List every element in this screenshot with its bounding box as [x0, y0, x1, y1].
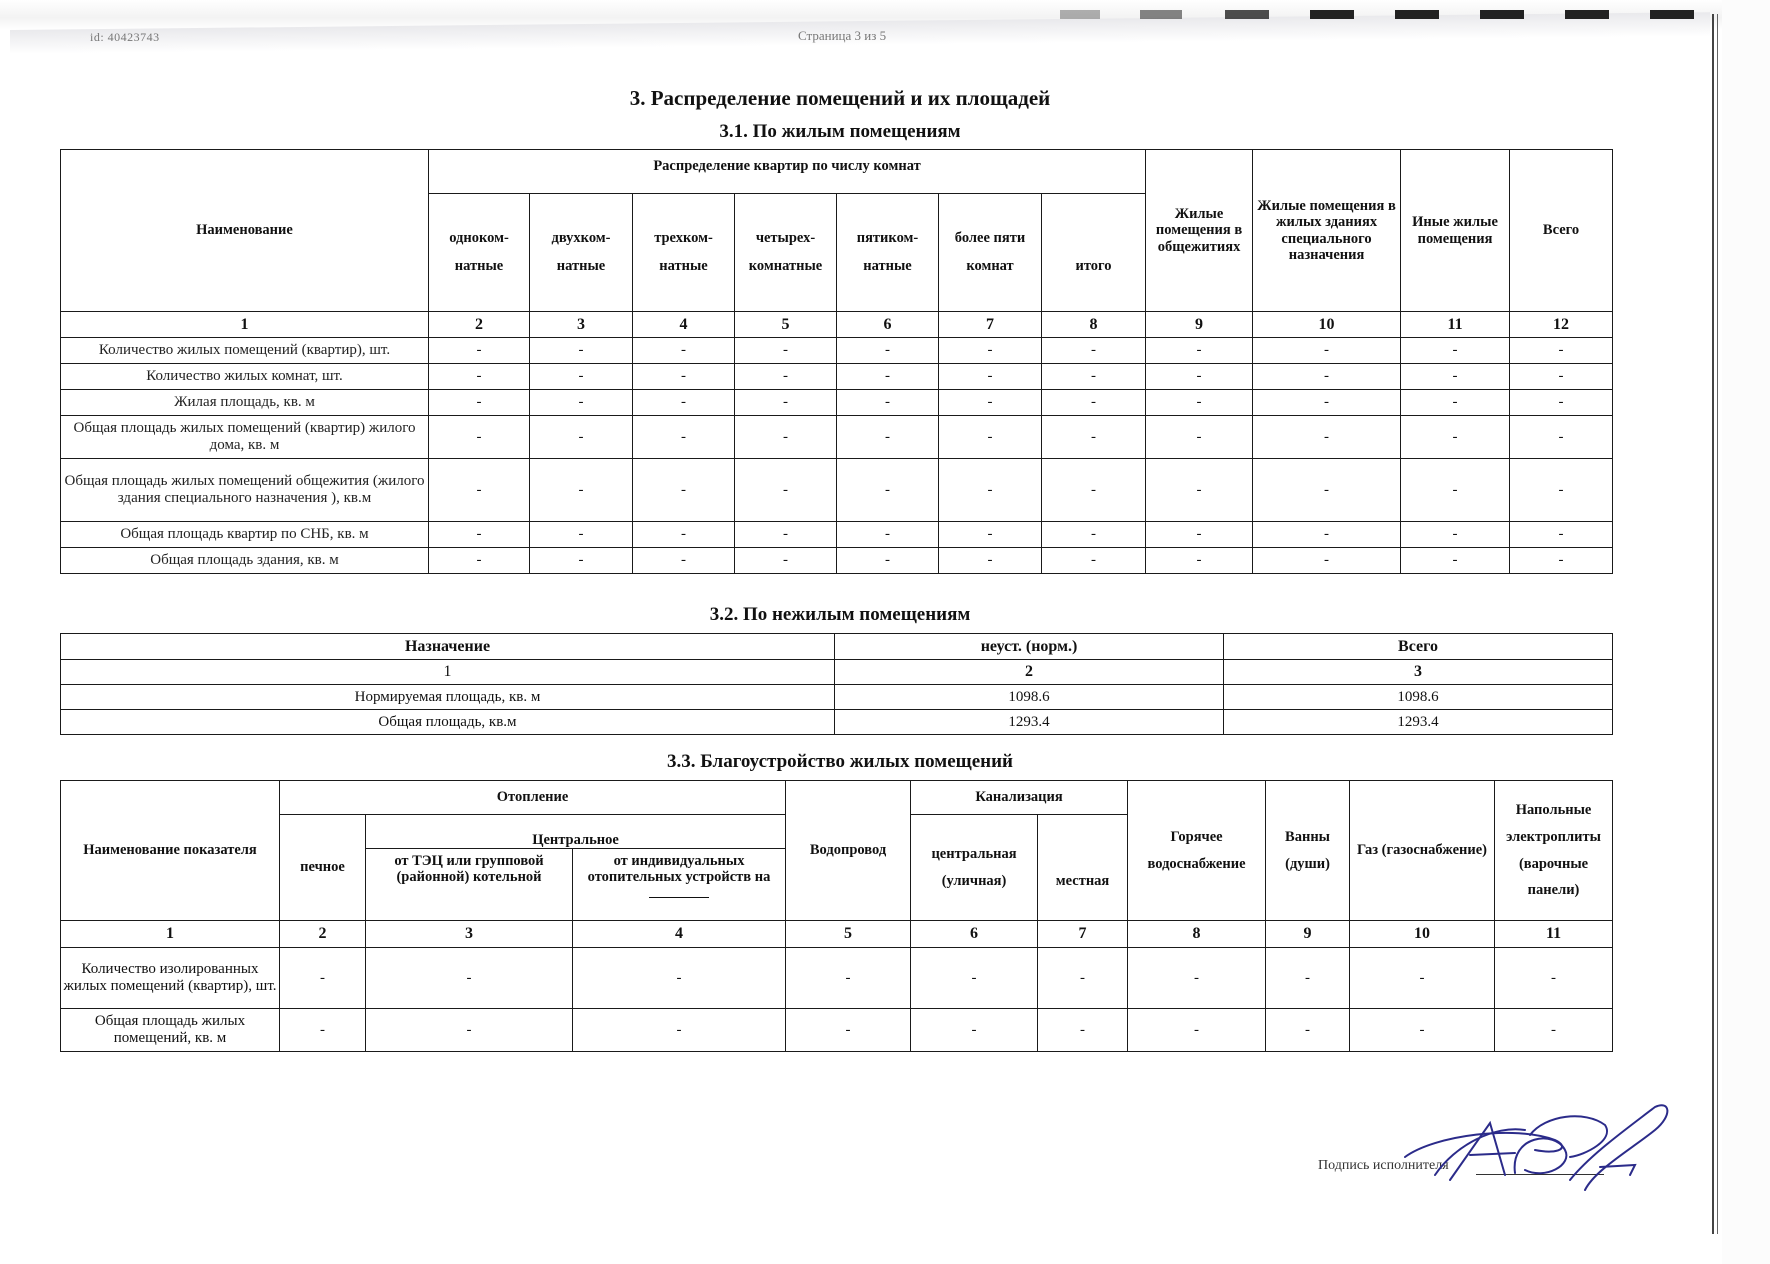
cell-value: - [735, 390, 837, 416]
cell-value: - [530, 390, 633, 416]
cell-value: - [837, 416, 939, 459]
cell-value: - [1038, 948, 1128, 1009]
cell-value: - [1510, 364, 1613, 390]
col-header-4room: четырех- комнатные [735, 194, 837, 312]
cell-value: - [735, 338, 837, 364]
col-header-sewer-central: центральная (уличная) [911, 815, 1038, 921]
index-cell: 2 [835, 660, 1224, 685]
col-header-subtotal: итого [1042, 194, 1146, 312]
cell-value: - [1401, 390, 1510, 416]
cell-value: - [786, 1009, 911, 1052]
cell-value: - [573, 1009, 786, 1052]
cell-value: - [837, 364, 939, 390]
signature-label: Подпись исполнителя [1318, 1158, 1449, 1173]
index-cell: 1 [61, 921, 280, 948]
cell-value: - [786, 948, 911, 1009]
index-cell: 8 [1128, 921, 1266, 948]
table-row [61, 948, 1613, 1009]
cell-value: 1293.4 [1224, 710, 1613, 735]
table-row [61, 685, 1613, 710]
cell-value: - [633, 522, 735, 548]
cell-value: - [1401, 548, 1510, 574]
cell-value: - [1253, 548, 1401, 574]
row-label: Общая площадь здания, кв. м [61, 548, 429, 574]
cell-value: - [837, 390, 939, 416]
cell-value: - [1146, 364, 1253, 390]
col-header-unset-norm: неуст. (норм.) [835, 634, 1224, 660]
residential-premises-table [60, 149, 1613, 574]
cell-value: - [1146, 338, 1253, 364]
col-group-sewer: Канализация [911, 781, 1128, 815]
cell-value: - [1253, 416, 1401, 459]
subsection-title-nonresidential: 3.2. По нежилым помещениям [709, 604, 971, 625]
cell-value: - [939, 416, 1042, 459]
cell-value: - [837, 338, 939, 364]
cell-value: - [530, 522, 633, 548]
cell-value: - [939, 338, 1042, 364]
col-header-dormitory: Жилые помещения в общежитиях [1146, 150, 1253, 312]
col-header-total: Всего [1224, 634, 1613, 660]
col-header-hot-water: Горячее водоснабжение [1128, 781, 1266, 921]
table-row [61, 364, 1613, 390]
index-cell: 1 [61, 312, 429, 338]
subsection-title-residential: 3.1. По жилым помещениям [719, 121, 961, 142]
cell-value: - [633, 390, 735, 416]
col-header-special-purpose: Жилые помещения в жилых зданиях специального назначения [1253, 150, 1401, 312]
cell-value: - [633, 364, 735, 390]
col-group-rooms: Распределение квартир по числу комнат [429, 150, 1146, 194]
col-header-individual [573, 849, 786, 921]
index-cell: 2 [280, 921, 366, 948]
index-cell: 7 [1038, 921, 1128, 948]
cell-value: - [530, 364, 633, 390]
cell-value: - [1146, 522, 1253, 548]
cell-value: - [1146, 459, 1253, 522]
cell-value: - [633, 548, 735, 574]
nonresidential-premises-table [60, 633, 1613, 735]
cell-value: - [1253, 459, 1401, 522]
cell-value: - [1401, 459, 1510, 522]
page-edge-line [1717, 14, 1718, 1234]
table-row [61, 459, 1613, 522]
cell-value: - [1495, 1009, 1613, 1052]
cell-value: - [911, 1009, 1038, 1052]
cell-value: - [911, 948, 1038, 1009]
cell-value: - [633, 459, 735, 522]
page-margin [1722, 0, 1770, 1264]
cell-value: - [939, 522, 1042, 548]
index-cell: 9 [1146, 312, 1253, 338]
index-cell: 11 [1401, 312, 1510, 338]
cell-value: 1098.6 [835, 685, 1224, 710]
col-header-electric-stoves: Напольные электроплиты (варочные панели) [1495, 781, 1613, 921]
col-header-3room: трехком- натные [633, 194, 735, 312]
col-header-purpose: Назначение [61, 634, 835, 660]
cell-value: - [366, 1009, 573, 1052]
index-cell: 5 [735, 312, 837, 338]
cell-value: - [573, 948, 786, 1009]
table-row [61, 710, 1613, 735]
cell-value: - [1401, 416, 1510, 459]
cell-value: - [735, 364, 837, 390]
col-header-baths: Ванны (души) [1266, 781, 1350, 921]
subsection-title-amenities: 3.3. Благоустройство жилых помещений [667, 751, 1013, 772]
cell-value: - [429, 338, 530, 364]
row-label: Общая площадь, кв.м [61, 710, 835, 735]
cell-value: - [1510, 390, 1613, 416]
cell-value: - [1038, 1009, 1128, 1052]
col-header-water: Водопровод [786, 781, 911, 921]
cell-value: - [1042, 459, 1146, 522]
cell-value: - [1042, 338, 1146, 364]
cell-value: - [1253, 364, 1401, 390]
cell-value: - [1128, 1009, 1266, 1052]
col-header-stove-heating: печное [280, 815, 366, 921]
cell-value: 1293.4 [835, 710, 1224, 735]
col-header-sewer-local: местная [1038, 815, 1128, 921]
document-id: id: 40423743 [90, 30, 160, 44]
cell-value: - [1253, 522, 1401, 548]
cell-value: - [1042, 548, 1146, 574]
index-cell: 8 [1042, 312, 1146, 338]
col-group-heating: Отопление [280, 781, 786, 815]
cell-value: - [1510, 548, 1613, 574]
cell-value: - [1266, 948, 1350, 1009]
cell-value: - [366, 948, 573, 1009]
row-label: Жилая площадь, кв. м [61, 390, 429, 416]
blank-fill-line [649, 885, 709, 898]
col-header-more5: более пяти комнат [939, 194, 1042, 312]
cell-value: - [735, 548, 837, 574]
column-index-row [61, 921, 1613, 948]
cell-value: - [1253, 390, 1401, 416]
cell-value: - [530, 548, 633, 574]
row-label: Общая площадь квартир по СНБ, кв. м [61, 522, 429, 548]
cell-value: - [735, 522, 837, 548]
index-cell: 12 [1510, 312, 1613, 338]
col-header-tec: от ТЭЦ или групповой (районной) котельной [366, 849, 573, 921]
page-number: Страница 3 из 5 [798, 28, 887, 43]
cell-value: - [1042, 416, 1146, 459]
column-index-row [61, 660, 1613, 685]
cell-value: - [429, 459, 530, 522]
cell-value: - [939, 548, 1042, 574]
cell-value: - [1350, 1009, 1495, 1052]
cell-value: - [1042, 390, 1146, 416]
cell-value: - [1253, 338, 1401, 364]
index-cell: 10 [1350, 921, 1495, 948]
individual-label: от индивидуальных отопительных устройств на [587, 853, 771, 886]
col-group-central: Центральное [366, 815, 786, 849]
col-header-name: Наименование [61, 150, 429, 312]
cell-value: - [1510, 338, 1613, 364]
index-cell: 11 [1495, 921, 1613, 948]
cell-value: - [1401, 338, 1510, 364]
cell-value: - [530, 459, 633, 522]
cell-value: - [1401, 364, 1510, 390]
cell-value: - [735, 416, 837, 459]
index-cell: 5 [786, 921, 911, 948]
cell-value: - [633, 416, 735, 459]
cell-value: - [1510, 416, 1613, 459]
cell-value: - [1495, 948, 1613, 1009]
col-header-gas: Газ (газоснабжение) [1350, 781, 1495, 921]
cell-value: - [837, 459, 939, 522]
cell-value: - [735, 459, 837, 522]
index-cell: 6 [837, 312, 939, 338]
cell-value: 1098.6 [1224, 685, 1613, 710]
cell-value: - [429, 522, 530, 548]
index-cell: 3 [530, 312, 633, 338]
cell-value: - [1510, 459, 1613, 522]
scanner-marks [1060, 10, 1700, 20]
cell-value: - [1042, 364, 1146, 390]
amenities-table [60, 780, 1613, 1052]
col-header-total: Всего [1510, 150, 1613, 312]
index-cell: 7 [939, 312, 1042, 338]
index-cell: 9 [1266, 921, 1350, 948]
cell-value: - [530, 416, 633, 459]
cell-value: - [1146, 390, 1253, 416]
cell-value: - [530, 338, 633, 364]
row-label: Общая площадь жилых помещений общежития (жилого здания специального назначения ), кв.м [61, 459, 429, 522]
cell-value: - [429, 548, 530, 574]
cell-value: - [837, 548, 939, 574]
cell-value: - [1350, 948, 1495, 1009]
cell-value: - [1146, 548, 1253, 574]
index-cell: 1 [61, 660, 835, 685]
row-label: Общая площадь жилых помещений, кв. м [61, 1009, 280, 1052]
cell-value: - [837, 522, 939, 548]
table-row [61, 1009, 1613, 1052]
col-header-other: Иные жилые помещения [1401, 150, 1510, 312]
col-header-indicator: Наименование показателя [61, 781, 280, 921]
cell-value: - [939, 459, 1042, 522]
index-cell: 2 [429, 312, 530, 338]
cell-value: - [280, 948, 366, 1009]
cell-value: - [429, 416, 530, 459]
page-edge-line [1712, 14, 1714, 1234]
index-cell: 3 [366, 921, 573, 948]
row-label: Количество жилых помещений (квартир), шт. [61, 338, 429, 364]
cell-value: - [429, 390, 530, 416]
cell-value: - [1128, 948, 1266, 1009]
section-title: 3. Распределение помещений и их площадей [629, 86, 1051, 110]
index-cell: 6 [911, 921, 1038, 948]
col-header-1room: одноком- натные [429, 194, 530, 312]
cell-value: - [633, 338, 735, 364]
cell-value: - [280, 1009, 366, 1052]
table-row [61, 522, 1613, 548]
index-cell: 4 [633, 312, 735, 338]
table-row [61, 548, 1613, 574]
cell-value: - [939, 364, 1042, 390]
cell-value: - [1401, 522, 1510, 548]
index-cell: 10 [1253, 312, 1401, 338]
handwritten-signature [1395, 1095, 1685, 1205]
row-label: Количество изолированных жилых помещений (квартир), шт. [61, 948, 280, 1009]
cell-value: - [1146, 416, 1253, 459]
col-header-5room: пятиком- натные [837, 194, 939, 312]
cell-value: - [1042, 522, 1146, 548]
cell-value: - [429, 364, 530, 390]
table-row [61, 416, 1613, 459]
cell-value: - [1510, 522, 1613, 548]
row-label: Общая площадь жилых помещений (квартир) жилого дома, кв. м [61, 416, 429, 459]
cell-value: - [939, 390, 1042, 416]
col-header-2room: двухком- натные [530, 194, 633, 312]
row-label: Нормируемая площадь, кв. м [61, 685, 835, 710]
row-label: Количество жилых комнат, шт. [61, 364, 429, 390]
cell-value: - [1266, 1009, 1350, 1052]
index-cell: 3 [1224, 660, 1613, 685]
index-cell: 4 [573, 921, 786, 948]
table-row [61, 338, 1613, 364]
column-index-row [61, 312, 1613, 338]
table-row [61, 390, 1613, 416]
